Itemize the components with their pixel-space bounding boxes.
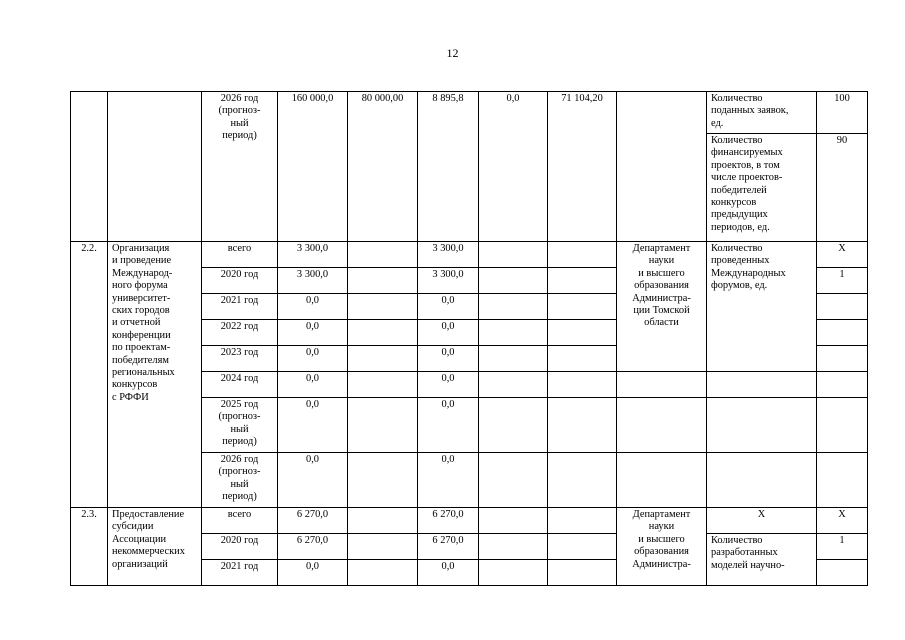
federal-cell — [348, 560, 418, 586]
indicator-value — [817, 398, 868, 453]
page-number: 12 — [446, 46, 459, 60]
item-number-cell: 2.2. — [71, 242, 108, 508]
total-cell: 0,0 — [278, 346, 348, 372]
total-cell: 6 270,0 — [278, 508, 348, 534]
total-cell: 0,0 — [278, 294, 348, 320]
local-cell: 0,0 — [479, 92, 548, 242]
executor-cell — [617, 398, 707, 453]
indicator-value — [817, 320, 868, 346]
indicator-value — [817, 372, 868, 398]
local-cell — [479, 398, 548, 453]
extra-budget-cell — [548, 372, 617, 398]
regional-cell: 3 300,0 — [418, 242, 479, 268]
total-cell: 6 270,0 — [278, 534, 348, 560]
extra-budget-cell — [548, 268, 617, 294]
extra-budget-cell — [548, 320, 617, 346]
extra-budget-cell — [548, 346, 617, 372]
federal-cell — [348, 508, 418, 534]
regional-cell: 0,0 — [418, 320, 479, 346]
indicator-value — [817, 560, 868, 586]
total-cell: 0,0 — [278, 320, 348, 346]
federal-cell — [348, 453, 418, 508]
table-row — [71, 242, 868, 268]
federal-cell — [348, 372, 418, 398]
extra-budget-cell — [548, 534, 617, 560]
regional-cell: 6 270,0 — [418, 534, 479, 560]
year-cell: 2020 год — [202, 534, 278, 560]
local-cell — [479, 294, 548, 320]
federal-cell — [348, 346, 418, 372]
year-cell: 2021 год — [202, 294, 278, 320]
local-cell — [479, 508, 548, 534]
indicator-value: 1 — [817, 534, 868, 560]
regional-cell: 8 895,8 — [418, 92, 479, 242]
regional-cell: 0,0 — [418, 453, 479, 508]
extra-budget-cell — [548, 560, 617, 586]
year-cell: всего — [202, 508, 278, 534]
year-cell: 2022 год — [202, 320, 278, 346]
federal-cell — [348, 320, 418, 346]
total-cell: 3 300,0 — [278, 242, 348, 268]
local-cell — [479, 453, 548, 508]
item-title-cell: Предоставление субсидии Ассоциации некоммерческих организаций — [108, 508, 202, 586]
total-cell: 0,0 — [278, 560, 348, 586]
indicator-name: Количество проведенных Международных форумов, ед. — [707, 242, 817, 372]
federal-cell — [348, 294, 418, 320]
indicator-value: 1 — [817, 268, 868, 294]
extra-budget-cell — [548, 398, 617, 453]
total-cell: 0,0 — [278, 372, 348, 398]
extra-budget-cell: 71 104,20 — [548, 92, 617, 242]
year-cell: 2025 год (прогноз- ный период) — [202, 398, 278, 453]
year-cell: 2021 год — [202, 560, 278, 586]
extra-budget-cell — [548, 453, 617, 508]
item-number-cell: 2.3. — [71, 508, 108, 586]
table-row — [71, 508, 868, 534]
indicator-name: Количество разработанных моделей научно- — [707, 534, 817, 586]
indicator-name — [707, 398, 817, 453]
year-cell: 2024 год — [202, 372, 278, 398]
executor-cell — [617, 453, 707, 508]
regional-cell: 0,0 — [418, 398, 479, 453]
item-number-cell — [71, 92, 108, 242]
year-cell: 2023 год — [202, 346, 278, 372]
item-title-cell — [108, 92, 202, 242]
indicator-value: X — [817, 242, 868, 268]
year-cell: всего — [202, 242, 278, 268]
local-cell — [479, 320, 548, 346]
regional-cell: 0,0 — [418, 560, 479, 586]
total-cell: 160 000,0 — [278, 92, 348, 242]
program-table — [70, 91, 868, 586]
federal-cell — [348, 534, 418, 560]
indicator-name — [707, 453, 817, 508]
local-cell — [479, 534, 548, 560]
extra-budget-cell — [548, 294, 617, 320]
local-cell — [479, 560, 548, 586]
indicator-value — [817, 346, 868, 372]
federal-cell — [348, 268, 418, 294]
federal-cell: 80 000,00 — [348, 92, 418, 242]
indicator-value: 90 — [817, 134, 868, 242]
total-cell: 3 300,0 — [278, 268, 348, 294]
indicator-value — [817, 294, 868, 320]
local-cell — [479, 268, 548, 294]
indicator-name — [707, 372, 817, 398]
total-cell: 0,0 — [278, 398, 348, 453]
indicator-value: X — [817, 508, 868, 534]
indicator-name: Количество финансируемых проектов, в том числе проектов- победителей конкурсов предыдущих периодов, ед. — [707, 134, 817, 242]
executor-cell — [617, 92, 707, 242]
extra-budget-cell — [548, 508, 617, 534]
executor-cell: Департамент науки и высшего образования Администра- — [617, 508, 707, 586]
regional-cell: 3 300,0 — [418, 268, 479, 294]
indicator-value: 100 — [817, 92, 868, 134]
regional-cell: 0,0 — [418, 346, 479, 372]
indicator-name: X — [707, 508, 817, 534]
executor-cell: Департамент науки и высшего образования Администра- ции Томской области — [617, 242, 707, 372]
executor-cell — [617, 372, 707, 398]
year-cell: 2020 год — [202, 268, 278, 294]
local-cell — [479, 346, 548, 372]
regional-cell: 0,0 — [418, 294, 479, 320]
regional-cell: 0,0 — [418, 372, 479, 398]
year-cell: 2026 год (прогноз- ный период) — [202, 92, 278, 242]
federal-cell — [348, 242, 418, 268]
table-row — [71, 92, 868, 134]
federal-cell — [348, 398, 418, 453]
local-cell — [479, 242, 548, 268]
item-title-cell: Организация и проведение Международ- ного форума университет- ских городов и отчетной конференции по проектам- победителям региональных конкурсов с РФФИ — [108, 242, 202, 508]
total-cell: 0,0 — [278, 453, 348, 508]
indicator-value — [817, 453, 868, 508]
extra-budget-cell — [548, 242, 617, 268]
year-cell: 2026 год (прогноз- ный период) — [202, 453, 278, 508]
regional-cell: 6 270,0 — [418, 508, 479, 534]
local-cell — [479, 372, 548, 398]
indicator-name: Количество поданных заявок, ед. — [707, 92, 817, 134]
